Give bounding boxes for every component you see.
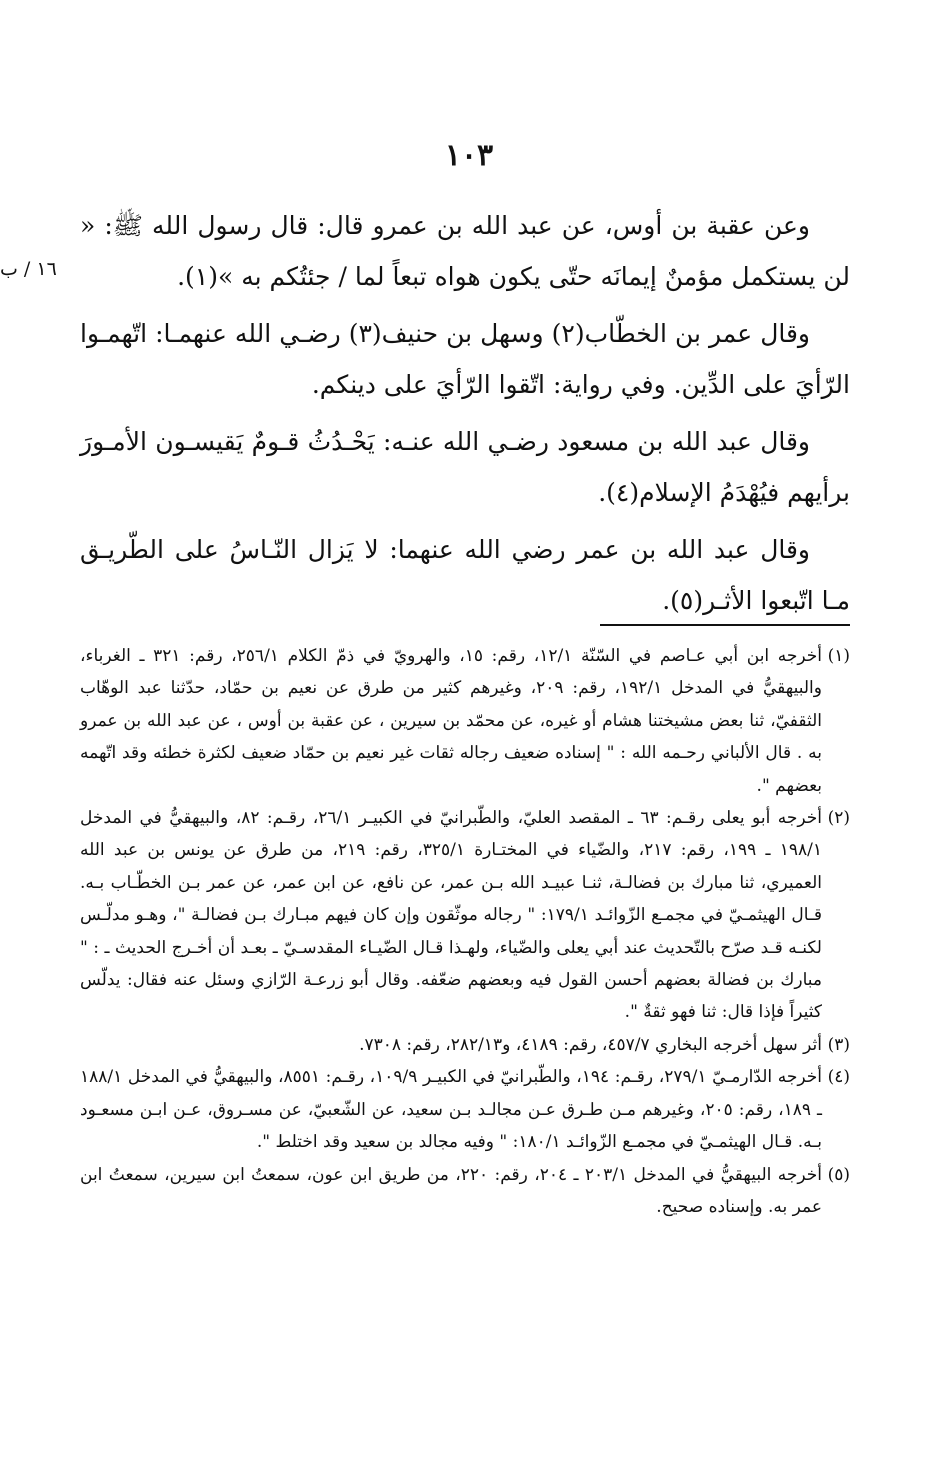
footnote <box>80 1029 850 1061</box>
footnote-text: أخرجه البيهقيُّ في المدخل ٢٠٣/١ ـ ٢٠٤، رقم: ٢٢٠، من طريق ابن عون، سمعتُ ابن سيرين، سمعتُ ابن عمر به. وإسناده صحيح. <box>80 1164 823 1217</box>
footnote <box>80 640 850 802</box>
margin-folio-note: ١٦ / ب <box>0 258 57 280</box>
footnote-number: (١) <box>827 646 851 666</box>
main-paragraph: وقال عمر بن الخطّاب(٢) وسهل بن حنيف(٣) رضـي الله عنهمـا: اتّهمـوا الرّأيَ على الدِّين. وفي رواية: اتّقوا الرّأيَ على دينكم. <box>80 319 850 399</box>
footnote <box>80 1159 850 1224</box>
footnote-number: (٤) <box>827 1067 850 1088</box>
footnote <box>80 1061 850 1158</box>
footnote-divider <box>600 624 850 626</box>
footnotes <box>80 640 850 1223</box>
footnote-text: أثر سهل أخرجه البخاري ٤٥٧/٧، رقم: ٤١٨٩، و٢٨٢/١٣، رقم: ٧٣٠٨. <box>359 1034 822 1055</box>
main-paragraph: وقال عبد الله بن عمر رضي الله عنهما: لا يَزال النّـاسُ على الطّريـق مـا اتّبعوا الأثـر(٥). <box>80 535 850 615</box>
footnote-number: (٢) <box>827 808 850 829</box>
footnote-text: أخرجه الدّارمـيّ ٢٧٩/١، رقـم: ١٩٤، والطّبرانيّ في الكبيـر ١٠٩/٩، رقـم: ٨٥٥١، والبيهقيُّ في المدخل ١٨٨/١ ـ ١٨٩، رقم: ٢٠٥، وغيرهم مـن طـرق عـن مجالـد بـن سعيد، عن الشّعبيّ، عن مسـروق، عـن ابـن مسعـود بـه. قـال الهيثمـيّ في مجمـع الزّوائـد ١٨٠/١: " وفيه مجالد بن سعيد وقد اختلط ". <box>80 1067 823 1153</box>
main-paragraph: وقال عبد الله بن مسعود رضـي الله عنـه: يَحْـدُثُ قـومٌ يَقيسـون الأمـورَ برأيهم فيُهْدَمُ الإسلام(٤). <box>80 427 850 507</box>
footnote-number: (٥) <box>827 1164 851 1185</box>
page-number: ١٠٣ <box>444 138 494 173</box>
footnote-text: أخرجه أبو يعلى رقـم: ٦٣ ـ المقصد العليّ، والطّبرانيّ في الكبيـر ٢٦/١، رقـم: ٨٢، والبيهقيُّ في المدخل ١٩٨/١ ـ ١٩٩، رقم: ٢١٧، والضّياء في المختـارة ٣٢٥/١، رقم: ٢١٩، من طرق عن يونس بن عبد الله العميري، ثنا مبارك بن فضالـة، ثنـا عبيـد الله بـن عمر، عن نافع، عن ابن عمر، عن عمر بـن الخطّـاب بـه. قـال الهيثمـيّ في مجمـع الزّوائـد ١٧٩/١: " رجاله موثّقون وإن كان فيهم مبـارك بـن فضالـة "، وهـو مدلّـس لكنـه قـد صرّح بالتّحديث عند أبي يعلى والضّياء، ولهـذا قـال الضّيـاء المقدسـيّ ـ بعـد أن أخـرج الحديث ـ : " مبارك بن فضالة بعضهم أحسن القول فيه وبعضهم ضعّفه. وقال أبو زرعـة الرّازي وسئل عنه فقال: يدلّس كثيراً فإذا قال: ثنا فهو ثقةٌ ". <box>80 808 823 1023</box>
footnote-number: (٣) <box>827 1034 850 1055</box>
main-paragraph: وعن عقبة بن أوس، عن عبد الله بن عمرو قال: قال رسول الله ﷺ: « لن يستكمل مؤمنٌ إيمانَه حتّى يكون هواه تبعاً لما / جئتُكم به »(١). <box>80 211 850 291</box>
footnote <box>80 802 850 1029</box>
footnote-text: أخرجه ابن أبي عـاصم في السّنّة ١٢/١، رقم: ١٥، والهرويّ في ذمّ الكلام ٢٥٦/١، رقم: ٣٢١ ـ الغرباء، والبيهقيُّ في المدخل ١٩٢/١، رقم: ٢٠٩، وغيرهم كثير من طرق عن نعيم بن حمّاد، حدّثنا عبد الوهّاب الثقفيّ، ثنا بعض مشيختنا هشام أو غيره، عن محمّد بن سيرين ، عن عقبة بن أوس ، عن عبد الله بن عمرو به . قال الألباني رحـمه الله : " إسناده ضعيف رجاله ثقات غير نعيم بن حمّاد ضعيف لكثرة خطئه وقد اتّهمه بعضهم ". <box>80 646 823 796</box>
main-text <box>80 200 850 632</box>
